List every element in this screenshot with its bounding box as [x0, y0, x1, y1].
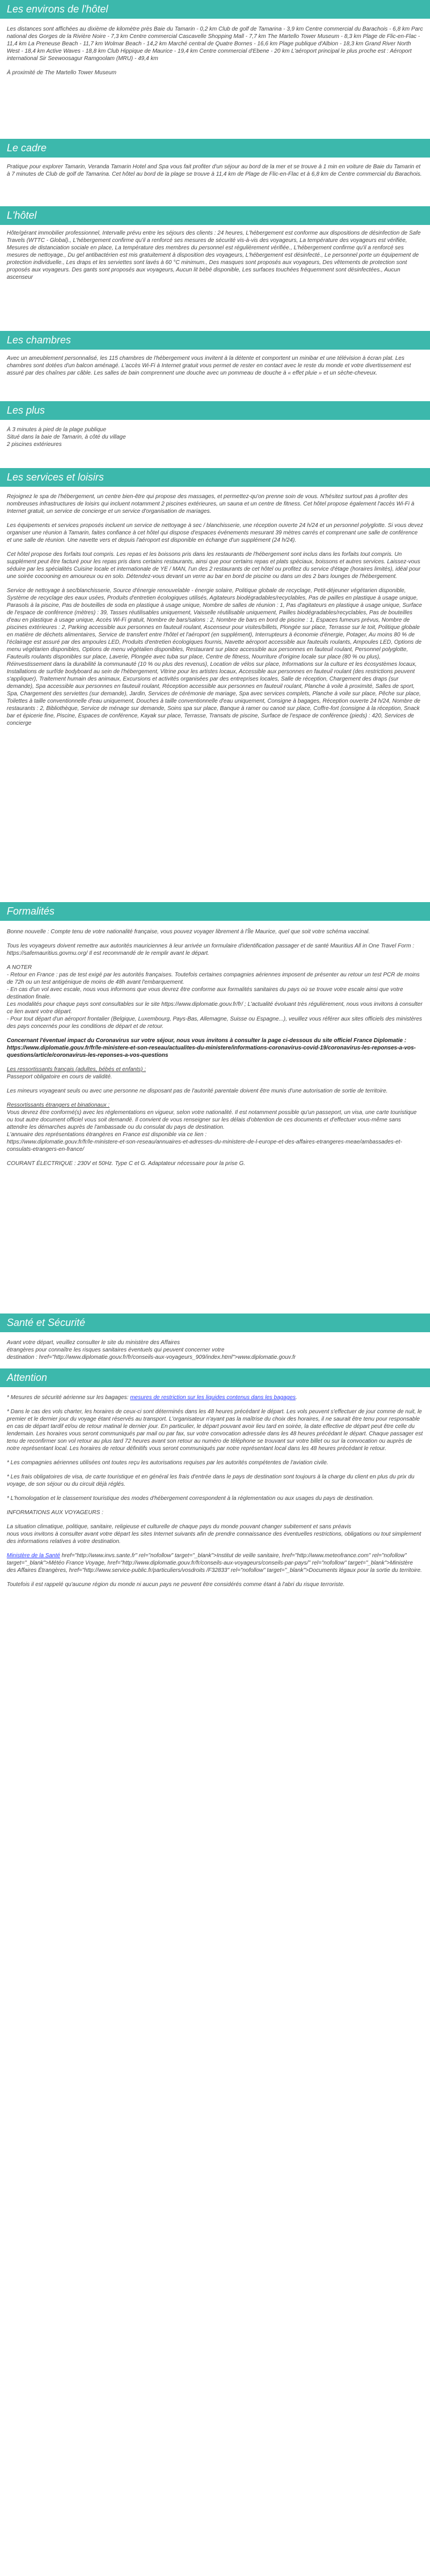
section-title: Formalités [7, 906, 55, 917]
section-body-plus [0, 426, 430, 448]
section-body-cadre [0, 163, 430, 185]
paragraph: Vous devrez être conformé(s) avec les réglementations en vigueur, selon votre nationalité. Il est notamment possible qu'un passeport, un visa, une carte touristique ou tout autre document officiel vous soit demandé. Il convient de vous renseigner sur les délais d'obtention de ces documents et d'effectuer vous-même sans attendre les démarches auprès de l'ambassade ou du consulat du pays de destination. [7, 1110, 417, 1130]
paragraph-underlined: Ressortissants étrangers et binationaux : [7, 1102, 110, 1108]
text: href="http://www.invs.sante.fr" rel="nofollow" target="_blank">Institut de veille sanitaire, href="http://www.meteofrance.com" rel="nofollow" target="_blank">Météo France Voyage, href="http://www.diplomatie.gouv.fr/fr/conseils-aux-voyageurs/conseils-par-pays/" rel="nofollow" target="_blank">Ministère des Affaires Étrangères, href="http://www.service-public.fr/particuliers/vosdroits /F32833" rel="nofollow" target="_blank">Documents légaux pour la sortie du territoire. [7, 1553, 422, 1574]
paragraph: * L'homologation et le classement touristique des modes d'hébergement correspondent à la réglementation ou aux usages du pays de destination. [7, 1495, 374, 1502]
section-body-services [0, 493, 430, 734]
paragraph: Tous les voyageurs doivent remettre aux autorités mauriciennes à leur arrivée un formulaire d'identification passager et de santé Mauritius All in One Travel Form : https://safemauritius.govmu.org/ Il est recommandé de le remplir avant le départ. [7, 943, 414, 957]
paragraph: Service de nettoyage à sec/blanchisserie, Source d'énergie renouvelable - énergie solaire, Politique globale de recyclage, Petit-déjeuner végétarien disponible, Système de recyclage des eaux usées, Produits d'entretien écologiques utilisés, Agitateurs biodégradables/recyclables, Pas de pailles en plastique à usage unique, Parasols à la piscine, Pas de bouteilles de soda en plastique à usage unique, Nombre de salles de réunion : 1, Pas d'agitateurs en plastique à usage unique, Surface de l'espace de conférence (mètres) : 39, Tasses réutilisables uniquement, Vaisselle réutilisable uniquement, Pailles biodégradables/recyclables, Pas de bouteilles d'eau en plastique à usage unique, Accès Wi-Fi gratuit, Nombre de bars/salons : 2, Nombre de bars en bord de piscine : 1, Espaces fumeurs prévus, Nombre de piscines extérieures : 2, Parking accessible aux personnes en fauteuil roulant, Ascenseur pour visites/billets, Plongée sur place, Terrasse sur le toit, Politique globale en matière de déchets alimentaires, Service de transfert entre l'hôtel et l'aéroport (en supplément), Interrupteurs à économie d'énergie, Potager, Au moins 80 % de l'éclairage est assuré par des ampoules LED, Produits d'entretien écologiques fournis, Navette aéroport accessible aux fauteuils roulants, Ampoules LED, Options de menu végétarien disponibles, Options de menu végétalien disponibles, Restaurant sur place accessible aux personnes en fauteuil roulant, Personnel polyglotte, Fauteuils roulants disponibles sur place, Laverie, Plongée avec tuba sur place, Centre de fitness, Nourriture d'origine locale sur place (80 % ou plus), Réinvestissement dans la durabilité la communauté (10 % ou plus des revenus), Location de vélos sur place, Informations sur la culture et les écosystèmes locaux, Installations de surf/de bodyboard au sein de l'hébergement, Vitrine pour les artistes locaux, Accessible aux personnes en fauteuil roulant (des restrictions peuvent s'appliquer), Traitement humain des animaux, Excursions et activités organisées par des entreprises locales, Salle de réception, Chargement des draps (sur demande), Spa accessible aux personnes en fauteuil roulant, Réception accessible aux personnes en fauteuil roulant, Planche à voile à proximité, Salles de sport, Spa, Chargement des serviettes (sur demande), Jardin, Services de cérémonie de mariage, Spa avec services complets, Planche à voile sur place, Pêche sur place, Toilettes à taille conventionnelle d'eau uniquement, Douches à taille conventionnelle d'eau uniquement, Consigne à bagages, Réception ouverte 24 h/24, Nombre de restaurants : 2, Bibliothèque, Service de ménage sur demande, Soins spa sur place, Banque à ramer ou canoë sur place, Coffre-fort (consigne à la réception, Snack bar et épicerie fine, Piscine, Espaces de conférence, Kayak sur place, Terrasse, Transats de piscine, Surface de l'espace de conférence (pieds) : 420, Services de concierge [7, 588, 422, 726]
paragraph [7, 1394, 423, 1401]
paragraph: Toutefois il est rappelé qu'aucune région du monde ni aucun pays ne peuvent être considérés comme étant à l'abri du risque terroriste. [7, 1582, 345, 1588]
paragraph: * Les frais obligatoires de visa, de carte touristique et en général les frais d'entrée dans le pays de destination sont toujours à la charge du client en plus du prix du voyage, de son séjour ou du circuit déjà réglés. [7, 1474, 415, 1487]
paragraph: Cet hôtel propose des forfaits tout compris. Les repas et les boissons pris dans les restaurants de l'hébergement sont inclus dans les forfaits tout compris. Un supplément peut être facturé pour les repas pris dans certains restaurants, ainsi que pour certains repas et plats spéciaux, boissons et autres services. Laissez-vous séduire par les spécialités Cuisine locale et internationale de YE / MAN, l'un des 2 restaurants de cet hôtel ou profitez du service d'étage (horaires limités), idéal pour une soirée cocooning en amoureux ou en solo. Détendez-vous devant un verre au bar en bord de piscine ou dans un des 2 bars lounges de l'hébergement. [7, 551, 421, 580]
section-title: L'hôtel [7, 210, 37, 221]
paragraph: https://www.diplomatie.gouv.fr/fr/le-ministere-et-son-reseau/annuaires-et-adresses-du-ministere-de-l-europe-et-des-affaires-etrangeres-meae/ambassades-et-consulats-etrangers-en-france/ [7, 1139, 402, 1153]
list-item: Situé dans la baie de Tamarin, à côté du village [7, 434, 126, 440]
section-title: Les environs de l'hôtel [7, 3, 108, 15]
paragraph: Bonne nouvelle : Compte tenu de votre nationalité française, vous pouvez voyager librement à l'Île Maurice, quel que soit votre schéma vaccinal. [7, 929, 370, 935]
list-item: À 3 minutes à pied de la plage publique [7, 427, 107, 433]
section-heading-cadre [0, 139, 430, 158]
ministere-sante-link[interactable]: Ministère de la Santé [7, 1553, 60, 1559]
text: . [296, 1395, 297, 1401]
section-body-sante [0, 1339, 430, 1361]
section-heading-chambres [0, 331, 430, 350]
section-body-hotel [0, 229, 430, 288]
paragraph: Hôte/gérant immobilier professionnel, Intervalle prévu entre les séjours des clients : 24 heures, L'hébergement est conforme aux dispositions de désinfection de Safe Travels (WTTC - Global)., L'hébergement confirme qu'il a renforcé ses mesures de sécurité vis-à-vis des voyageurs, La température des voyageurs est vérifiée, Mesures de distanciation sociale en place, La température des membres du personnel est régulièrement vérifiée., L'hébergement confirme qu'il a renforcé ses mesures de nettoyage., Du gel antibactérien est mis gratuitement à disposition des voyageurs, L'hébergement est désinfecté., Le personnel porte un équipement de protection individuelle., Les draps et les serviettes sont lavés à 60 °C minimum., Des masques sont proposés aux voyageurs, Des vêtements de protection sont proposés aux voyageurs. Des gants sont proposés aux voyageurs, Aucun lit bébé disponible, Les surfaces touchées fréquemment sont désinfectées., Aucun ascenseur [7, 230, 421, 280]
liquids-restriction-link[interactable]: mesures de restriction sur les liquides contenus dans les bagages [130, 1395, 296, 1401]
paragraph-underlined: Les ressortissants français (adultes, bébés et enfants) : [7, 1066, 146, 1073]
section-title: Attention [7, 1372, 48, 1383]
section-body-attention [0, 1394, 430, 1595]
paragraph-line: étrangères pour connaître les risques sanitaires éventuels qui peuvent concerner votre [7, 1347, 225, 1353]
paragraph: Rejoignez le spa de l'hébergement, un centre bien-être qui propose des massages, et permettez-qu'on prenne soin de vous. N'hésitez surtout pas à profiter des nombreuses infrastructures de loisirs qui incluent notamment 2 piscines extérieures, un sauna et un centre de fitness. Cet hôtel propose également l'accès Wi-Fi à Internet gratuit, un service de concierge et un service d'organisation de mariages. [7, 494, 415, 515]
paragraph: L'annuaire des représentations étrangères en France est disponible via ce lien : [7, 1132, 207, 1138]
section-heading-attention [0, 1368, 430, 1387]
paragraph: - En cas d'un vol avec escale, nous vous informons que vous devrez être conforme aux formalités sanitaires du pays où se trouve votre escale ainsi que votre destination finale. [7, 987, 403, 1000]
paragraph-line: destination : href="http://www.diplomatie.gouv.fr/fr/conseils-aux-voyageurs_909/index.html">www.diplomatie.gouv.fr [7, 1354, 296, 1361]
paragraph: A NOTER [7, 964, 32, 971]
paragraph-bold: Concernant l'éventuel impact du Coronavirus sur votre séjour, nous vous invitons à consulter la page ci-dessous du site officiel France Diplomatie : [7, 1038, 407, 1044]
section-heading-environs [0, 0, 430, 19]
list-item: 2 piscines extérieures [7, 441, 62, 448]
paragraph: Les distances sont affichées au dixième de kilomètre près Baie du Tamarin - 0,2 km Club de golf de Tamarina - 3,9 km Centre commercial du Barachois - 6,8 km Parc national des Gorges de la Rivière Noire - 7,3 km Centre commercial Cascavelle Shopping Mall - 7,7 km The Martello Tower Museum - 8,3 km Plage de Flic-en-Flac - 11,4 km La Preneuse Beach - 11,7 km Wolmar Beach - 14,2 km Marché central de Quatre Bornes - 16,6 km Plage publique d'Albion - 18,3 km Grand River North West - 18,4 km Active Waves - 18,8 km Club Hippique de Maurice - 19,4 km Centre commercial d'Ebene - 20 km L'aéroport principal le plus proche est : Aéroport international Sir Seewoosagur Ramgoolam (MRU) - 49,4 km [7, 26, 423, 62]
section-body-environs [0, 25, 430, 83]
section-title: Santé et Sécurité [7, 1317, 86, 1328]
section-title: Les chambres [7, 334, 71, 346]
paragraph: La situation climatique, politique, sanitaire, religieuse et culturelle de chaque pays du monde pouvant changer subitement et sans préavis [7, 1524, 352, 1530]
paragraph: À proximité de The Martello Tower Museum [7, 70, 117, 76]
paragraph: Pratique pour explorer Tamarin, Veranda Tamarin Hotel and Spa vous fait profiter d'un séjour au bord de la mer et se trouve à 1 min en voiture de Baie du Tamarin et à 7 minutes de Club de golf de Tamarina. Cet hôtel au bord de la plage se trouve à 11,4 km de Plage de Flic-en-Flac et à 6,8 km de Centre commercial du Barachois. [7, 164, 422, 177]
paragraph: nous vous invitons à consulter avant votre départ les sites Internet suivants afin de prendre connaissance des éventuelles restrictions, obligations ou tout simplement des informations relatives à votre destination. [7, 1531, 421, 1545]
section-body-chambres [0, 355, 430, 384]
section-heading-hotel [0, 206, 430, 225]
paragraph: COURANT ÉLECTRIQUE : 230V et 50Hz. Type C et G. Adaptateur nécessaire pour la prise G. [7, 1161, 246, 1167]
paragraph: * Les compagnies aériennes utilisées ont toutes reçu les autorisations requises par les autorités compétentes de l'aviation civile. [7, 1460, 328, 1466]
paragraph: - Retour en France : pas de test exigé par les autorités françaises. Toutefois certaines compagnies aériennes imposent de présenter au retour un test PCR de moins de 72h ou un test antigénique de moins de 48h avant l'embarquement. [7, 972, 420, 985]
paragraph: Les mineurs voyageant seuls ou avec une personne ne disposant pas de l'autorité parentale doivent être munis d'une autorisation de sortie de territoire. [7, 1088, 388, 1094]
section-title: Les plus [7, 405, 45, 416]
paragraph: INFORMATIONS AUX VOYAGEURS : [7, 1510, 104, 1516]
paragraph: Les équipements et services proposés incluent un service de nettoyage à sec / blanchisserie, une réception ouverte 24 h/24 et un personnel polyglotte. Si vous devez organiser une réunion à Tamarin, faites confiance à cet hôtel qui dispose d'espaces événements mesurant 39 mètres carrés et comprenant une salle de conférence et une salle de réunion. Une navette vers et depuis l'aéroport est disponible en échange d'un supplément (24 h/24). [7, 522, 423, 543]
section-body-formalites [0, 928, 430, 1174]
section-heading-formalites [0, 902, 430, 921]
section-heading-sante [0, 1313, 430, 1332]
text: * Mesures de sécurité aérienne sur les bagages: [7, 1395, 130, 1401]
paragraph-line: Avant votre départ, veuillez consulter le site du ministère des Affaires [7, 1340, 180, 1346]
paragraph: - Pour tout départ d'un aéroport frontalier (Belgique, Luxembourg, Pays-Bas, Allemagne, Suisse ou Espagne...), veuillez vous référer aux sites officiels des ministères des pays concernés pour les conditions de départ et de retour. [7, 1016, 422, 1030]
paragraph [7, 1552, 423, 1574]
section-heading-plus [0, 401, 430, 420]
paragraph-bold: https://www.diplomatie.gouv.fr/fr/le-ministere-et-son-reseau/actualites-du-ministere/informations-coronavirus-covid-19/coronavirus-les-reponses-a-vos-questions/article/coronavirus-les-reponses-a-vos-questions [7, 1045, 416, 1059]
section-title: Le cadre [7, 142, 47, 154]
paragraph: Les modalités pour chaque pays sont consultables sur le site https://www.diplomatie.gouv.fr/fr/ ; L'actualité évoluant très régulièrement, nous vous invitons à consulter ce lien avant votre départ. [7, 1001, 423, 1015]
section-heading-services [0, 468, 430, 487]
paragraph: Avec un ameublement personnalisé, les 115 chambres de l'hébergement vous invitent à la détente et comportent un minibar et une télévision à écran plat. Les chambres sont dotées d'un balcon aménagé. L'accès Wi-Fi à Internet gratuit vous permet de rester en contact avec le reste du monde et votre divertissement est assuré par des chaînes par câble. Les salles de bain comprennent une douche avec un pommeau de douche à « effet pluie » et un sèche-cheveux. [7, 355, 411, 376]
paragraph: * Dans le cas des vols charter, les horaires de ceux-ci sont déterminés dans les 48 heures précédant le départ. Les vols peuvent s'effectuer de jour comme de nuit, le premier et le dernier jour du voyage étant réservés au transport. L'organisateur n'ayant pas la maîtrise du choix des horaires, il ne saurait être tenu pour responsable en cas de départ tardif et/ou de retour matinal le dernier jour. En particulier, le départ pouvant avoir lieu tard en soirée, la date effective de départ peut être celle du lendemain. Les horaires vous seront communiqués par mail ou par fax, sur votre convocation adressée dans les 48 heures précédant le départ. Chaque passager est tenu de reconfirmer son vol retour au plus tard 72 heures avant son retour au numéro de téléphone se trouvant sur votre billet ou sur la convocation ou auprès de notre représentant local. Les horaires de retour définitifs vous seront communiqués par notre représentant local dans les 48 heures précédant le retour. [7, 1409, 423, 1452]
paragraph: Passeport obligatoire en cours de validité. [7, 1074, 112, 1080]
section-title: Les services et loisirs [7, 471, 104, 483]
